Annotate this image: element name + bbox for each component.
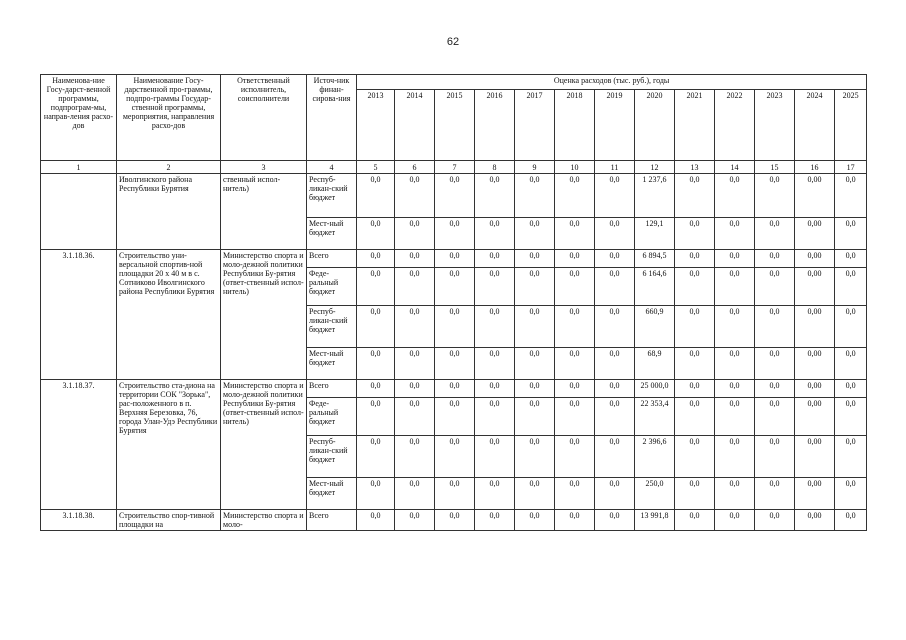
- value-cell: 0,0: [675, 380, 715, 398]
- value-cell: 129,1: [635, 218, 675, 250]
- value-cell: 0,0: [715, 306, 755, 348]
- value-cell: 0,0: [435, 380, 475, 398]
- value-cell: 0,0: [357, 478, 395, 510]
- value-cell: 0,00: [795, 250, 835, 268]
- row-source: Респуб-ликан-ский бюджет: [307, 306, 357, 348]
- column-number: 16: [795, 161, 835, 174]
- column-number: 7: [435, 161, 475, 174]
- value-cell: 0,0: [435, 398, 475, 436]
- value-cell: 0,0: [595, 478, 635, 510]
- header-year: 2013: [357, 90, 395, 161]
- value-cell: 0,0: [555, 268, 595, 306]
- header-year: 2025: [835, 90, 867, 161]
- value-cell: 0,0: [555, 174, 595, 218]
- value-cell: 0,0: [715, 348, 755, 380]
- value-cell: 0,0: [475, 510, 515, 531]
- value-cell: 0,0: [357, 306, 395, 348]
- header-year: 2019: [595, 90, 635, 161]
- value-cell: 0,0: [395, 306, 435, 348]
- value-cell: 0,00: [795, 510, 835, 531]
- value-cell: 0,0: [675, 250, 715, 268]
- value-cell: 0,0: [715, 268, 755, 306]
- column-number: 11: [595, 161, 635, 174]
- value-cell: 0,0: [435, 250, 475, 268]
- value-cell: 0,0: [675, 510, 715, 531]
- value-cell: 0,0: [755, 380, 795, 398]
- value-cell: 0,0: [835, 250, 867, 268]
- row-name: Иволгинского района Республики Бурятия: [117, 174, 221, 250]
- table-row: [41, 174, 867, 218]
- value-cell: 0,0: [515, 174, 555, 218]
- value-cell: 0,0: [435, 268, 475, 306]
- value-cell: 0,0: [835, 478, 867, 510]
- value-cell: 0,0: [755, 398, 795, 436]
- header-year: 2014: [395, 90, 435, 161]
- value-cell: 0,00: [795, 398, 835, 436]
- row-source: Всего: [307, 380, 357, 398]
- table-row: [41, 510, 867, 531]
- value-cell: 0,0: [595, 348, 635, 380]
- value-cell: 0,0: [555, 398, 595, 436]
- value-cell: 0,0: [755, 174, 795, 218]
- row-source: Феде-ральный бюджет: [307, 268, 357, 306]
- value-cell: 0,0: [475, 436, 515, 478]
- value-cell: 0,0: [515, 306, 555, 348]
- value-cell: 0,0: [595, 218, 635, 250]
- value-cell: 0,0: [715, 436, 755, 478]
- value-cell: 0,0: [435, 510, 475, 531]
- page-number: 62: [446, 36, 460, 48]
- value-cell: 0,00: [795, 348, 835, 380]
- value-cell: 0,0: [435, 306, 475, 348]
- value-cell: 0,0: [475, 398, 515, 436]
- header-year: 2021: [675, 90, 715, 161]
- value-cell: 0,0: [835, 398, 867, 436]
- value-cell: 0,0: [755, 218, 795, 250]
- value-cell: 0,0: [357, 380, 395, 398]
- value-cell: 0,0: [395, 380, 435, 398]
- value-cell: 0,0: [515, 510, 555, 531]
- value-cell: 0,0: [755, 510, 795, 531]
- budget-table: [40, 74, 867, 531]
- value-cell: 0,0: [357, 398, 395, 436]
- value-cell: 0,0: [675, 436, 715, 478]
- value-cell: 0,0: [555, 250, 595, 268]
- row-source: Мест-ный бюджет: [307, 218, 357, 250]
- value-cell: 0,0: [357, 250, 395, 268]
- value-cell: 0,0: [715, 510, 755, 531]
- value-cell: 0,0: [555, 348, 595, 380]
- column-number: 4: [307, 161, 357, 174]
- row-code: [41, 174, 117, 250]
- value-cell: 0,0: [435, 436, 475, 478]
- value-cell: 0,0: [515, 268, 555, 306]
- header-year: 2017: [515, 90, 555, 161]
- value-cell: 0,0: [715, 398, 755, 436]
- header-year: 2015: [435, 90, 475, 161]
- value-cell: 0,0: [357, 218, 395, 250]
- header-executor: Ответственный исполнитель, соисполнители: [221, 75, 307, 161]
- value-cell: 0,0: [755, 306, 795, 348]
- header-name: Наименование Госу-дарственной про-граммы, подпро-граммы Государ-ственной программы, мероприятия, направления расхо-дов: [117, 75, 221, 161]
- value-cell: 0,0: [595, 436, 635, 478]
- value-cell: 0,0: [675, 398, 715, 436]
- value-cell: 0,0: [835, 218, 867, 250]
- value-cell: 0,0: [395, 510, 435, 531]
- row-executor: Министерство спорта и моло-дежной политики Республики Бу-рятия (ответ-ственный испол-нитель): [221, 250, 307, 380]
- column-number: 17: [835, 161, 867, 174]
- value-cell: 0,0: [675, 306, 715, 348]
- value-cell: 68,9: [635, 348, 675, 380]
- column-number: 9: [515, 161, 555, 174]
- column-number: 13: [675, 161, 715, 174]
- value-cell: 0,0: [675, 218, 715, 250]
- value-cell: 0,0: [395, 218, 435, 250]
- row-source: Всего: [307, 510, 357, 531]
- column-number: 12: [635, 161, 675, 174]
- value-cell: 25 000,0: [635, 380, 675, 398]
- value-cell: 0,0: [395, 398, 435, 436]
- row-source: Мест-ный бюджет: [307, 478, 357, 510]
- value-cell: 0,0: [395, 268, 435, 306]
- column-number: 6: [395, 161, 435, 174]
- value-cell: 0,0: [475, 478, 515, 510]
- row-source: Феде-ральный бюджет: [307, 398, 357, 436]
- header-estimate: Оценка расходов (тыс. руб.), годы: [357, 75, 867, 90]
- value-cell: 0,0: [715, 380, 755, 398]
- value-cell: 0,0: [555, 436, 595, 478]
- column-number: 3: [221, 161, 307, 174]
- column-number: 2: [117, 161, 221, 174]
- value-cell: 0,0: [555, 510, 595, 531]
- value-cell: 0,0: [475, 250, 515, 268]
- row-executor: Министерство спорта и моло-: [221, 510, 307, 531]
- value-cell: 660,9: [635, 306, 675, 348]
- value-cell: 0,0: [435, 218, 475, 250]
- column-number: 15: [755, 161, 795, 174]
- value-cell: 0,0: [475, 174, 515, 218]
- value-cell: 0,0: [515, 380, 555, 398]
- value-cell: 0,0: [835, 174, 867, 218]
- header-source: Источ-ник финан-сирова-ния: [307, 75, 357, 161]
- value-cell: 0,0: [435, 348, 475, 380]
- value-cell: 0,0: [555, 380, 595, 398]
- value-cell: 1 237,6: [635, 174, 675, 218]
- column-numbers-row: [41, 161, 867, 174]
- value-cell: 0,0: [835, 306, 867, 348]
- value-cell: 0,0: [475, 218, 515, 250]
- value-cell: 0,0: [675, 268, 715, 306]
- value-cell: 0,0: [595, 268, 635, 306]
- value-cell: 0,0: [595, 380, 635, 398]
- value-cell: 0,0: [357, 436, 395, 478]
- value-cell: 0,00: [795, 478, 835, 510]
- value-cell: 0,0: [395, 348, 435, 380]
- header-year: 2023: [755, 90, 795, 161]
- value-cell: 0,0: [675, 174, 715, 218]
- value-cell: 0,0: [715, 218, 755, 250]
- value-cell: 0,0: [755, 436, 795, 478]
- row-source: Всего: [307, 250, 357, 268]
- value-cell: 0,0: [475, 268, 515, 306]
- value-cell: 0,00: [795, 436, 835, 478]
- value-cell: 0,0: [755, 478, 795, 510]
- value-cell: 0,0: [395, 174, 435, 218]
- value-cell: 0,0: [395, 478, 435, 510]
- value-cell: 0,0: [715, 478, 755, 510]
- column-number: 8: [475, 161, 515, 174]
- column-number: 5: [357, 161, 395, 174]
- value-cell: 0,0: [555, 218, 595, 250]
- value-cell: 0,0: [755, 348, 795, 380]
- value-cell: 0,0: [435, 478, 475, 510]
- value-cell: 250,0: [635, 478, 675, 510]
- column-number: 10: [555, 161, 595, 174]
- value-cell: 0,0: [515, 348, 555, 380]
- value-cell: 0,00: [795, 306, 835, 348]
- value-cell: 0,0: [555, 306, 595, 348]
- value-cell: 0,0: [715, 250, 755, 268]
- value-cell: 0,0: [835, 268, 867, 306]
- header-row: [41, 75, 867, 90]
- value-cell: 0,0: [357, 174, 395, 218]
- value-cell: 13 991,8: [635, 510, 675, 531]
- value-cell: 0,0: [835, 380, 867, 398]
- header-year: 2020: [635, 90, 675, 161]
- value-cell: 0,0: [395, 436, 435, 478]
- table-row: [41, 380, 867, 398]
- value-cell: 0,0: [515, 218, 555, 250]
- value-cell: 0,0: [595, 250, 635, 268]
- value-cell: 0,0: [357, 348, 395, 380]
- header-year: 2018: [555, 90, 595, 161]
- value-cell: 6 164,6: [635, 268, 675, 306]
- value-cell: 0,0: [515, 436, 555, 478]
- value-cell: 0,0: [555, 478, 595, 510]
- row-executor: ственный испол-нитель): [221, 174, 307, 250]
- value-cell: 0,0: [675, 348, 715, 380]
- value-cell: 0,0: [475, 348, 515, 380]
- value-cell: 0,00: [795, 380, 835, 398]
- value-cell: 0,0: [835, 436, 867, 478]
- value-cell: 0,00: [795, 218, 835, 250]
- row-name: Строительство спор-тивной площадки на: [117, 510, 221, 531]
- value-cell: 0,0: [755, 268, 795, 306]
- value-cell: 22 353,4: [635, 398, 675, 436]
- header-year: 2022: [715, 90, 755, 161]
- row-source: Респуб-ликан-ский бюджет: [307, 436, 357, 478]
- row-source: Мест-ный бюджет: [307, 348, 357, 380]
- header-program: Наименова-ние Госу-дарст-венной программы, подпрограм-мы, направ-ления расхо-дов: [41, 75, 117, 161]
- row-code: 3.1.18.38.: [41, 510, 117, 531]
- value-cell: 0,0: [595, 398, 635, 436]
- value-cell: 0,0: [835, 510, 867, 531]
- column-number: 1: [41, 161, 117, 174]
- row-source: Респуб-ликан-ский бюджет: [307, 174, 357, 218]
- row-executor: Министерство спорта и моло-дежной политики Республики Бу-рятия (ответ-ственный испол-нитель): [221, 380, 307, 510]
- header-year: 2016: [475, 90, 515, 161]
- value-cell: 0,0: [715, 174, 755, 218]
- value-cell: 0,0: [475, 380, 515, 398]
- value-cell: 0,0: [475, 306, 515, 348]
- value-cell: 0,0: [515, 398, 555, 436]
- value-cell: 0,0: [755, 250, 795, 268]
- value-cell: 0,0: [515, 478, 555, 510]
- value-cell: 0,0: [515, 250, 555, 268]
- row-name: Строительство ста-диона на территории СОК "Зорька", рас-положенного в п. Верхняя Березовка, 76, города Улан-Удэ Республики Бурятия: [117, 380, 221, 510]
- column-number: 14: [715, 161, 755, 174]
- value-cell: 0,0: [357, 268, 395, 306]
- value-cell: 0,0: [675, 478, 715, 510]
- table-body: [41, 174, 867, 531]
- row-name: Строительство уни-версальной спортив-ной площадки 20 х 40 м в с. Сотниково Иволгинского района Республики Бурятия: [117, 250, 221, 380]
- table-row: [41, 250, 867, 268]
- value-cell: 0,0: [595, 510, 635, 531]
- value-cell: 2 396,6: [635, 436, 675, 478]
- value-cell: 0,0: [835, 348, 867, 380]
- value-cell: 0,0: [435, 174, 475, 218]
- value-cell: 0,0: [395, 250, 435, 268]
- value-cell: 6 894,5: [635, 250, 675, 268]
- row-code: 3.1.18.36.: [41, 250, 117, 380]
- row-code: 3.1.18.37.: [41, 380, 117, 510]
- value-cell: 0,00: [795, 268, 835, 306]
- value-cell: 0,00: [795, 174, 835, 218]
- value-cell: 0,0: [595, 306, 635, 348]
- value-cell: 0,0: [595, 174, 635, 218]
- header-year: 2024: [795, 90, 835, 161]
- value-cell: 0,0: [357, 510, 395, 531]
